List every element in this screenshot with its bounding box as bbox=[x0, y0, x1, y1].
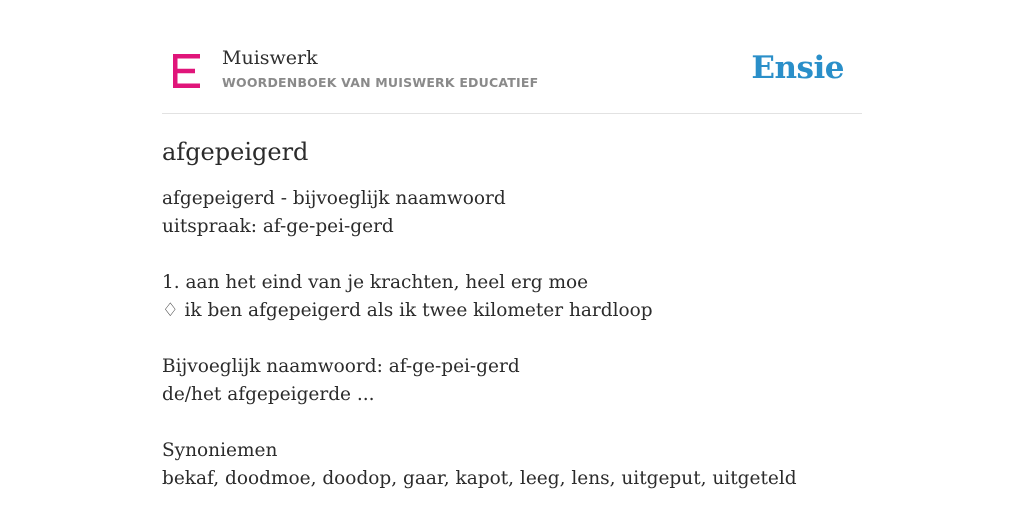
entry-title: afgepeigerd bbox=[162, 138, 309, 166]
example-line: ♢ ik ben afgepeigerd als ik twee kilometer hardloop bbox=[162, 300, 653, 321]
brand-block bbox=[222, 47, 538, 91]
blank-line bbox=[162, 409, 862, 437]
pronunciation-line: uitspraak: af-ge-pei-gerd bbox=[162, 216, 394, 237]
muiswerk-logo-icon[interactable] bbox=[173, 54, 200, 88]
inflection-line: de/het afgepeigerde ... bbox=[162, 384, 375, 405]
site-header bbox=[162, 40, 862, 114]
blank-line bbox=[162, 325, 862, 353]
blank-line bbox=[162, 241, 862, 269]
word-class-line: afgepeigerd - bijvoeglijk naamwoord bbox=[162, 188, 506, 209]
definition-block bbox=[162, 185, 862, 493]
ensie-logo-link[interactable]: Ensie bbox=[751, 50, 844, 86]
entry-content bbox=[162, 133, 862, 493]
hyphenation-line: Bijvoeglijk naamwoord: af-ge-pei-gerd bbox=[162, 356, 520, 377]
synonyms-list: bekaf, doodmoe, doodop, gaar, kapot, leeg, lens, uitgeput, uitgeteld bbox=[162, 468, 797, 489]
synonyms-heading: Synoniemen bbox=[162, 440, 278, 461]
meaning-line: 1. aan het eind van je krachten, heel erg moe bbox=[162, 272, 589, 293]
brand-subtitle: WOORDENBOEK VAN MUISWERK EDUCATIEF bbox=[222, 75, 539, 90]
brand-name-link[interactable]: Muiswerk bbox=[222, 47, 318, 69]
